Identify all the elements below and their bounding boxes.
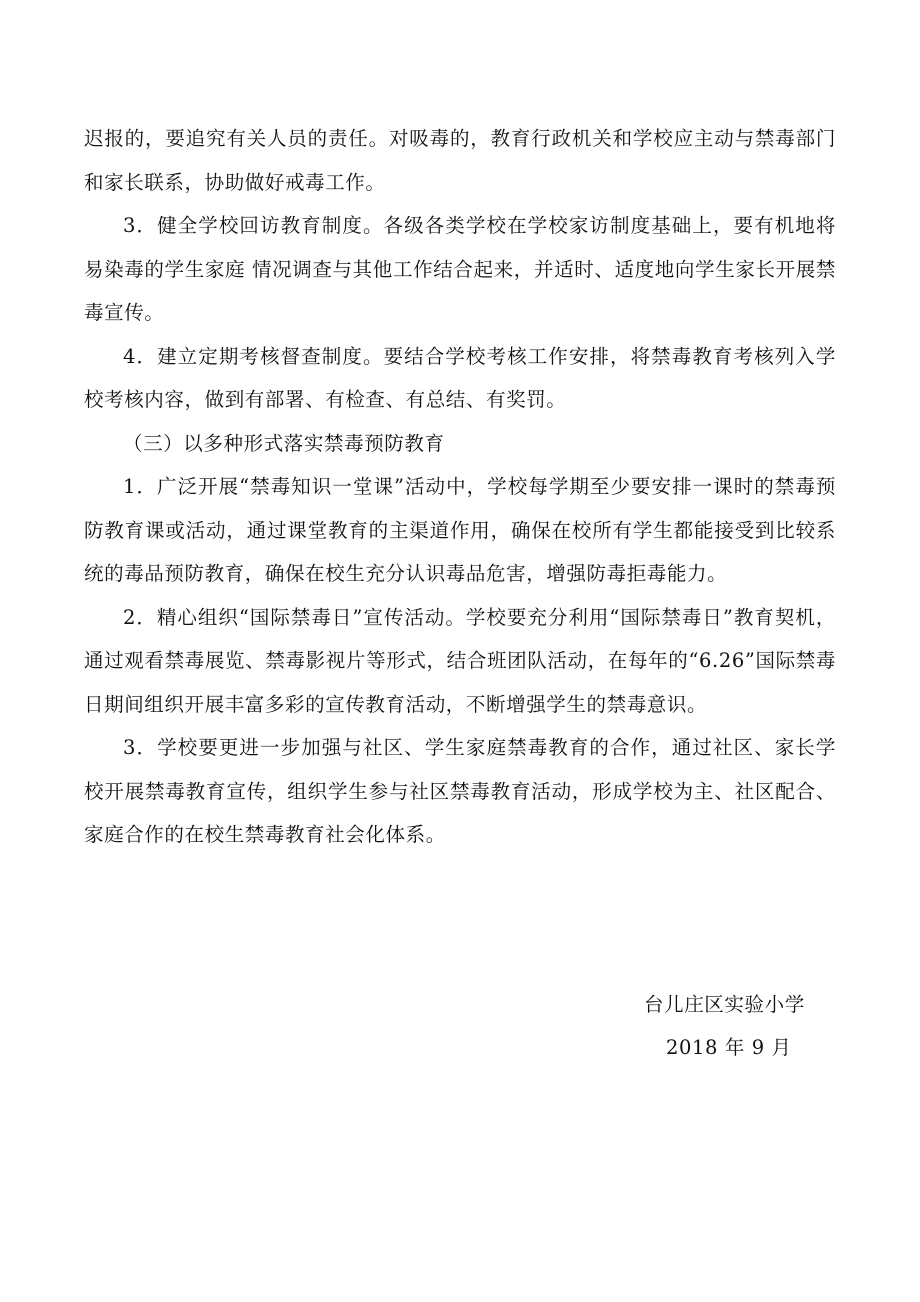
paragraph-item-3-revisit: 3．健全学校回访教育制度。各级各类学校在学校家访制度基础上，要有机地将易染毒的学生家庭 情况调查与其他工作结合起来，并适时、适度地向学生家长开展禁毒宣传。 bbox=[84, 214, 836, 324]
document-body bbox=[84, 117, 836, 857]
signature-organization: 台儿庄区实验小学 bbox=[644, 993, 805, 1016]
paragraph-item-3-community: 3．学校要更进一步加强与社区、学生家庭禁毒教育的合作，通过社区、家长学校开展禁毒教育宣传，组织学生参与社区禁毒教育活动，形成学校为主、社区配合、家庭合作的在校生禁毒教育社会化体系。 bbox=[84, 736, 836, 846]
paragraph-item-4-assessment: 4．建立定期考核督查制度。要结合学校考核工作安排，将禁毒教育考核列入学校考核内容，做到有部署、有检查、有总结、有奖罚。 bbox=[84, 344, 836, 411]
paragraph-continuation: 迟报的，要追究有关人员的责任。对吸毒的，教育行政机关和学校应主动与禁毒部门和家长联系，协助做好戒毒工作。 bbox=[84, 127, 836, 194]
signature-date: 2018 年 9 月 bbox=[666, 1036, 792, 1059]
paragraph-item-1-lesson: 1．广泛开展“禁毒知识一堂课”活动中，学校每学期至少要安排一课时的禁毒预防教育课或活动，通过课堂教育的主渠道作用，确保在校所有学生都能接受到比较系统的毒品预防教育，确保在校生充分认识毒品危害，增强防毒拒毒能力。 bbox=[84, 475, 836, 585]
section-heading-3: （三）以多种形式落实禁毒预防教育 bbox=[123, 431, 445, 455]
paragraph-item-2-drug-day: 2．精心组织“国际禁毒日”宣传活动。学校要充分利用“国际禁毒日”教育契机，通过观看禁毒展览、禁毒影视片等形式，结合班团队活动，在每年的“6.26”国际禁毒日期间组织开展丰富多彩的宣传教育活动，不断增强学生的禁毒意识。 bbox=[84, 605, 836, 716]
